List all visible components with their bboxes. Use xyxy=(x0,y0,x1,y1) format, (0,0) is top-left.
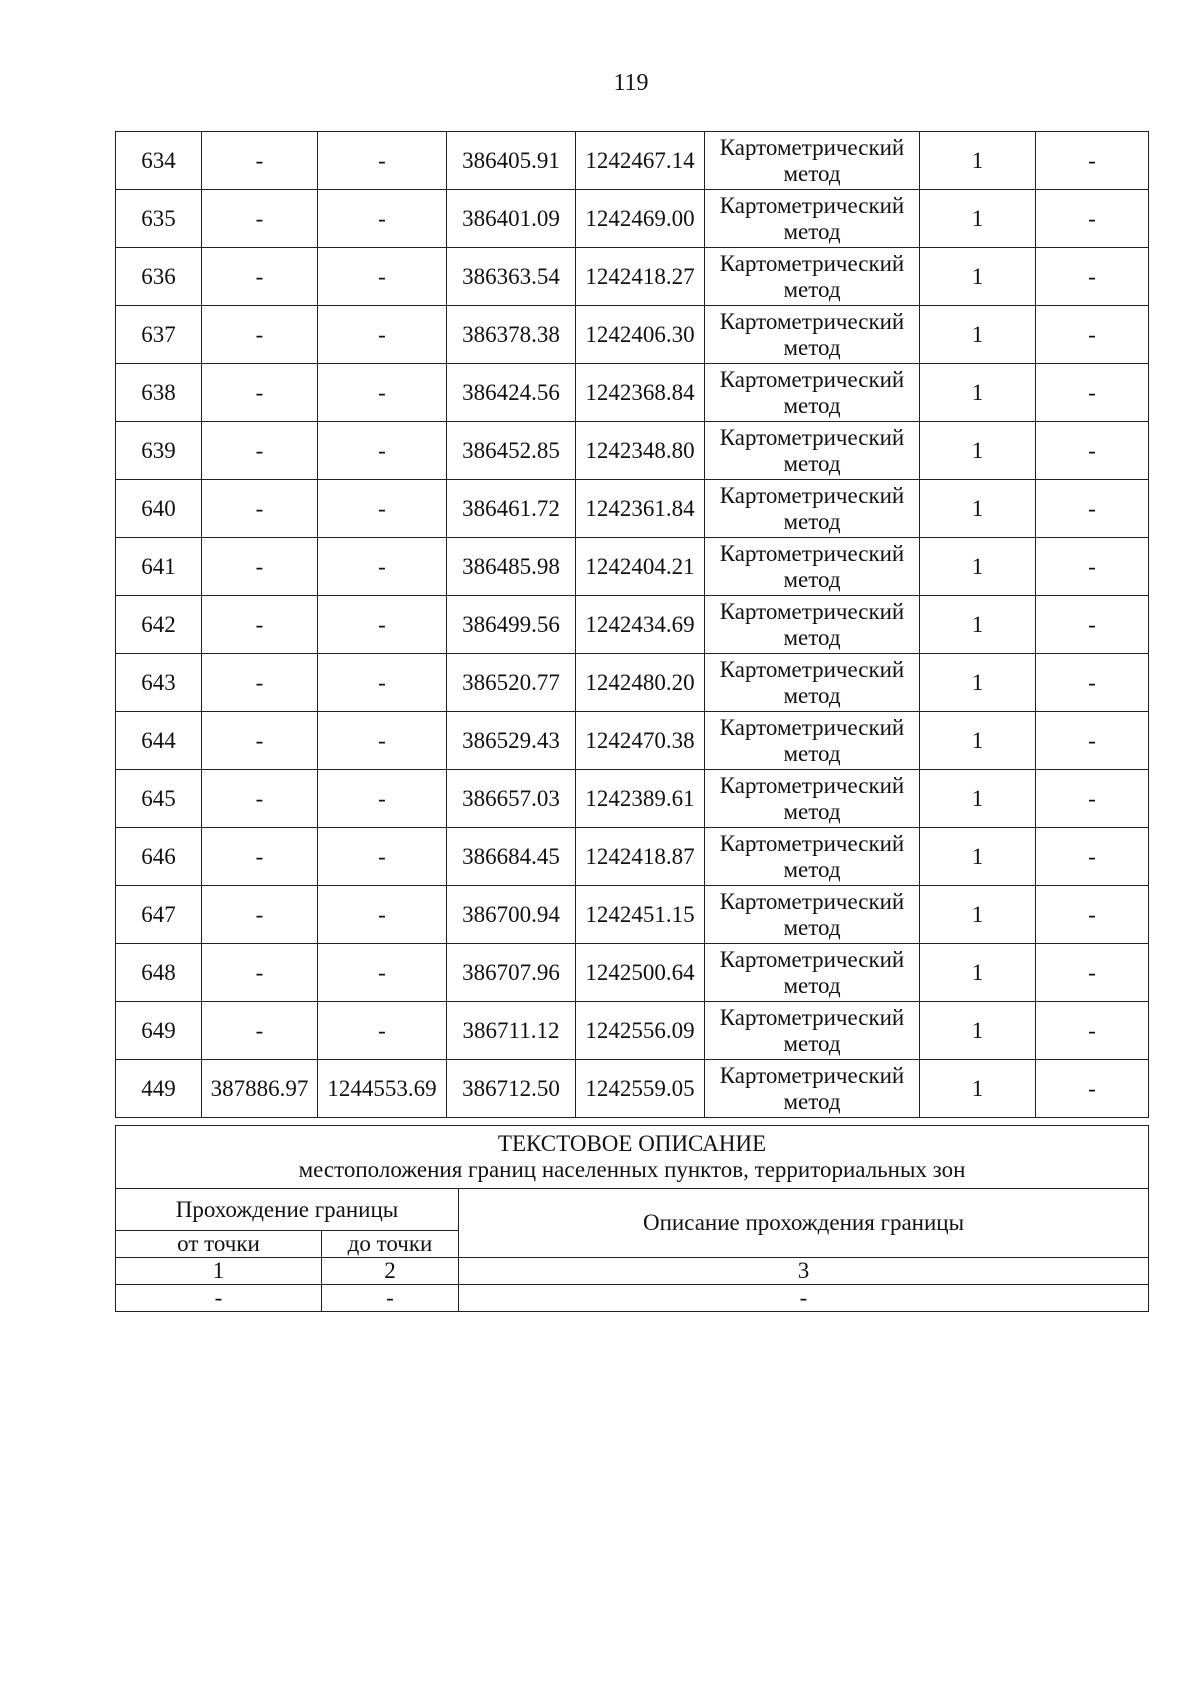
accuracy: 1 xyxy=(920,886,1036,944)
determination-method xyxy=(705,770,920,828)
coord-y: 1242406.30 xyxy=(576,306,705,364)
coord-x: 386657.03 xyxy=(447,770,576,828)
table-row xyxy=(116,480,1149,538)
coord-y: 1242418.27 xyxy=(576,248,705,306)
from-point-value: - xyxy=(116,1285,322,1312)
existing-x: - xyxy=(202,886,318,944)
coord-y: 1242469.00 xyxy=(576,190,705,248)
existing-x: - xyxy=(202,712,318,770)
point-description: - xyxy=(1036,132,1149,190)
point-number: 646 xyxy=(116,828,202,886)
existing-x: - xyxy=(202,538,318,596)
coord-y: 1242368.84 xyxy=(576,364,705,422)
accuracy: 1 xyxy=(920,480,1036,538)
point-description: - xyxy=(1036,538,1149,596)
coord-x: 386520.77 xyxy=(447,654,576,712)
existing-y: - xyxy=(318,596,447,654)
method-line: Картометрический xyxy=(719,366,905,392)
coord-y: 1242470.38 xyxy=(576,712,705,770)
method-line: метод xyxy=(783,856,841,882)
coord-x: 386363.54 xyxy=(447,248,576,306)
accuracy: 1 xyxy=(920,596,1036,654)
point-number: 634 xyxy=(116,132,202,190)
point-description: - xyxy=(1036,1002,1149,1060)
method-line: Картометрический xyxy=(719,656,905,682)
method-line: метод xyxy=(783,624,841,650)
point-description: - xyxy=(1036,306,1149,364)
method-line: метод xyxy=(783,392,841,418)
method-line: метод xyxy=(783,450,841,476)
to-point-value: - xyxy=(322,1285,459,1312)
method-line: Картометрический xyxy=(719,540,905,566)
to-point-header: до точки xyxy=(322,1231,459,1258)
existing-x: - xyxy=(202,480,318,538)
point-description: - xyxy=(1036,828,1149,886)
determination-method xyxy=(705,886,920,944)
method-line: метод xyxy=(783,160,841,186)
existing-x: - xyxy=(202,654,318,712)
determination-method xyxy=(705,132,920,190)
method-line: Картометрический xyxy=(719,714,905,740)
table-row xyxy=(116,654,1149,712)
point-number: 648 xyxy=(116,944,202,1002)
point-number: 643 xyxy=(116,654,202,712)
existing-y: - xyxy=(318,770,447,828)
existing-y: - xyxy=(318,190,447,248)
coord-x: 386424.56 xyxy=(447,364,576,422)
point-description: - xyxy=(1036,770,1149,828)
method-line: Картометрический xyxy=(719,250,905,276)
column-number: 3 xyxy=(459,1258,1149,1285)
method-line: Картометрический xyxy=(719,946,905,972)
point-description: - xyxy=(1036,1060,1149,1118)
method-line: метод xyxy=(783,566,841,592)
accuracy: 1 xyxy=(920,828,1036,886)
accuracy: 1 xyxy=(920,190,1036,248)
point-number: 635 xyxy=(116,190,202,248)
coord-x: 386401.09 xyxy=(447,190,576,248)
existing-y: - xyxy=(318,422,447,480)
table-row xyxy=(116,190,1149,248)
method-line: метод xyxy=(783,276,841,302)
table-row xyxy=(116,944,1149,1002)
existing-y: 1244553.69 xyxy=(318,1060,447,1118)
point-number: 649 xyxy=(116,1002,202,1060)
coord-x: 386461.72 xyxy=(447,480,576,538)
determination-method xyxy=(705,422,920,480)
determination-method xyxy=(705,364,920,422)
coord-x: 386485.98 xyxy=(447,538,576,596)
table-row xyxy=(116,596,1149,654)
existing-y: - xyxy=(318,1002,447,1060)
point-number: 636 xyxy=(116,248,202,306)
determination-method xyxy=(705,306,920,364)
point-number: 639 xyxy=(116,422,202,480)
determination-method xyxy=(705,248,920,306)
point-description: - xyxy=(1036,654,1149,712)
method-line: метод xyxy=(783,740,841,766)
method-line: Картометрический xyxy=(719,134,905,160)
accuracy: 1 xyxy=(920,364,1036,422)
table-row xyxy=(116,712,1149,770)
coord-y: 1242434.69 xyxy=(576,596,705,654)
accuracy: 1 xyxy=(920,654,1036,712)
description-value: - xyxy=(459,1285,1149,1312)
coord-x: 386712.50 xyxy=(447,1060,576,1118)
point-description: - xyxy=(1036,364,1149,422)
method-line: Картометрический xyxy=(719,888,905,914)
table-row xyxy=(116,538,1149,596)
accuracy: 1 xyxy=(920,712,1036,770)
method-line: метод xyxy=(783,508,841,534)
table-row xyxy=(116,306,1149,364)
determination-method xyxy=(705,828,920,886)
method-line: Картометрический xyxy=(719,424,905,450)
determination-method xyxy=(705,538,920,596)
table-row xyxy=(116,422,1149,480)
page-number: 119 xyxy=(613,70,649,96)
point-number: 449 xyxy=(116,1060,202,1118)
coord-y: 1242480.20 xyxy=(576,654,705,712)
existing-y: - xyxy=(318,248,447,306)
accuracy: 1 xyxy=(920,1002,1036,1060)
coord-y: 1242500.64 xyxy=(576,944,705,1002)
table-row xyxy=(116,1002,1149,1060)
accuracy: 1 xyxy=(920,422,1036,480)
coord-x: 386529.43 xyxy=(447,712,576,770)
method-line: Картометрический xyxy=(719,1062,905,1088)
table-row xyxy=(116,886,1149,944)
point-description: - xyxy=(1036,886,1149,944)
coord-x: 386707.96 xyxy=(447,944,576,1002)
existing-x: - xyxy=(202,828,318,886)
accuracy: 1 xyxy=(920,944,1036,1002)
point-number: 640 xyxy=(116,480,202,538)
method-line: Картометрический xyxy=(719,772,905,798)
point-description: - xyxy=(1036,480,1149,538)
determination-method xyxy=(705,596,920,654)
method-line: метод xyxy=(783,682,841,708)
method-line: Картометрический xyxy=(719,192,905,218)
point-number: 642 xyxy=(116,596,202,654)
method-line: Картометрический xyxy=(719,308,905,334)
passage-header: Прохождение границы xyxy=(116,1189,459,1231)
point-description: - xyxy=(1036,944,1149,1002)
existing-y: - xyxy=(318,538,447,596)
method-line: метод xyxy=(783,334,841,360)
column-number: 2 xyxy=(322,1258,459,1285)
text-description-table xyxy=(115,1125,1149,1312)
method-line: Картометрический xyxy=(719,482,905,508)
column-number: 1 xyxy=(116,1258,322,1285)
coord-x: 386700.94 xyxy=(447,886,576,944)
point-number: 637 xyxy=(116,306,202,364)
existing-x: - xyxy=(202,248,318,306)
accuracy: 1 xyxy=(920,538,1036,596)
point-description: - xyxy=(1036,422,1149,480)
coord-x: 386684.45 xyxy=(447,828,576,886)
existing-x: - xyxy=(202,422,318,480)
table-row xyxy=(116,132,1149,190)
coord-y: 1242404.21 xyxy=(576,538,705,596)
method-line: метод xyxy=(783,798,841,824)
coord-x: 386378.38 xyxy=(447,306,576,364)
text-description-header xyxy=(116,1126,1149,1189)
method-line: Картометрический xyxy=(719,598,905,624)
coord-y: 1242418.87 xyxy=(576,828,705,886)
determination-method xyxy=(705,712,920,770)
existing-x: - xyxy=(202,132,318,190)
determination-method xyxy=(705,654,920,712)
accuracy: 1 xyxy=(920,306,1036,364)
point-number: 644 xyxy=(116,712,202,770)
coord-y: 1242348.80 xyxy=(576,422,705,480)
point-number: 647 xyxy=(116,886,202,944)
existing-y: - xyxy=(318,654,447,712)
coord-y: 1242389.61 xyxy=(576,770,705,828)
method-line: метод xyxy=(783,1088,841,1114)
accuracy: 1 xyxy=(920,132,1036,190)
point-number: 641 xyxy=(116,538,202,596)
existing-y: - xyxy=(318,306,447,364)
existing-x: 387886.97 xyxy=(202,1060,318,1118)
existing-y: - xyxy=(318,480,447,538)
method-line: Картометрический xyxy=(719,830,905,856)
method-line: Картометрический xyxy=(719,1004,905,1030)
description-header: Описание прохождения границы xyxy=(459,1189,1149,1258)
existing-x: - xyxy=(202,596,318,654)
point-description: - xyxy=(1036,248,1149,306)
existing-y: - xyxy=(318,364,447,422)
point-number: 638 xyxy=(116,364,202,422)
method-line: метод xyxy=(783,218,841,244)
table-row xyxy=(116,248,1149,306)
determination-method xyxy=(705,480,920,538)
text-description-subtitle: местоположения границ населенных пунктов, территориальных зон xyxy=(298,1157,966,1182)
determination-method xyxy=(705,190,920,248)
existing-x: - xyxy=(202,190,318,248)
point-description: - xyxy=(1036,712,1149,770)
coordinates-table xyxy=(115,131,1149,1118)
method-line: метод xyxy=(783,1030,841,1056)
point-description: - xyxy=(1036,596,1149,654)
existing-x: - xyxy=(202,944,318,1002)
existing-x: - xyxy=(202,1002,318,1060)
determination-method xyxy=(705,944,920,1002)
determination-method xyxy=(705,1002,920,1060)
coord-y: 1242559.05 xyxy=(576,1060,705,1118)
coord-x: 386711.12 xyxy=(447,1002,576,1060)
coord-y: 1242556.09 xyxy=(576,1002,705,1060)
table-row xyxy=(116,770,1149,828)
coord-x: 386405.91 xyxy=(447,132,576,190)
table-row xyxy=(116,828,1149,886)
coord-y: 1242467.14 xyxy=(576,132,705,190)
existing-y: - xyxy=(318,886,447,944)
point-number: 645 xyxy=(116,770,202,828)
text-description-title: ТЕКСТОВОЕ ОПИСАНИЕ xyxy=(497,1131,767,1156)
table-row xyxy=(116,364,1149,422)
existing-x: - xyxy=(202,364,318,422)
existing-y: - xyxy=(318,132,447,190)
coord-x: 386452.85 xyxy=(447,422,576,480)
from-point-header: от точки xyxy=(116,1231,322,1258)
coord-y: 1242451.15 xyxy=(576,886,705,944)
table-row xyxy=(116,1060,1149,1118)
existing-y: - xyxy=(318,712,447,770)
point-description: - xyxy=(1036,190,1149,248)
existing-y: - xyxy=(318,944,447,1002)
coord-x: 386499.56 xyxy=(447,596,576,654)
determination-method xyxy=(705,1060,920,1118)
method-line: метод xyxy=(783,914,841,940)
existing-y: - xyxy=(318,828,447,886)
existing-x: - xyxy=(202,306,318,364)
accuracy: 1 xyxy=(920,248,1036,306)
accuracy: 1 xyxy=(920,1060,1036,1118)
coord-y: 1242361.84 xyxy=(576,480,705,538)
accuracy: 1 xyxy=(920,770,1036,828)
existing-x: - xyxy=(202,770,318,828)
method-line: метод xyxy=(783,972,841,998)
